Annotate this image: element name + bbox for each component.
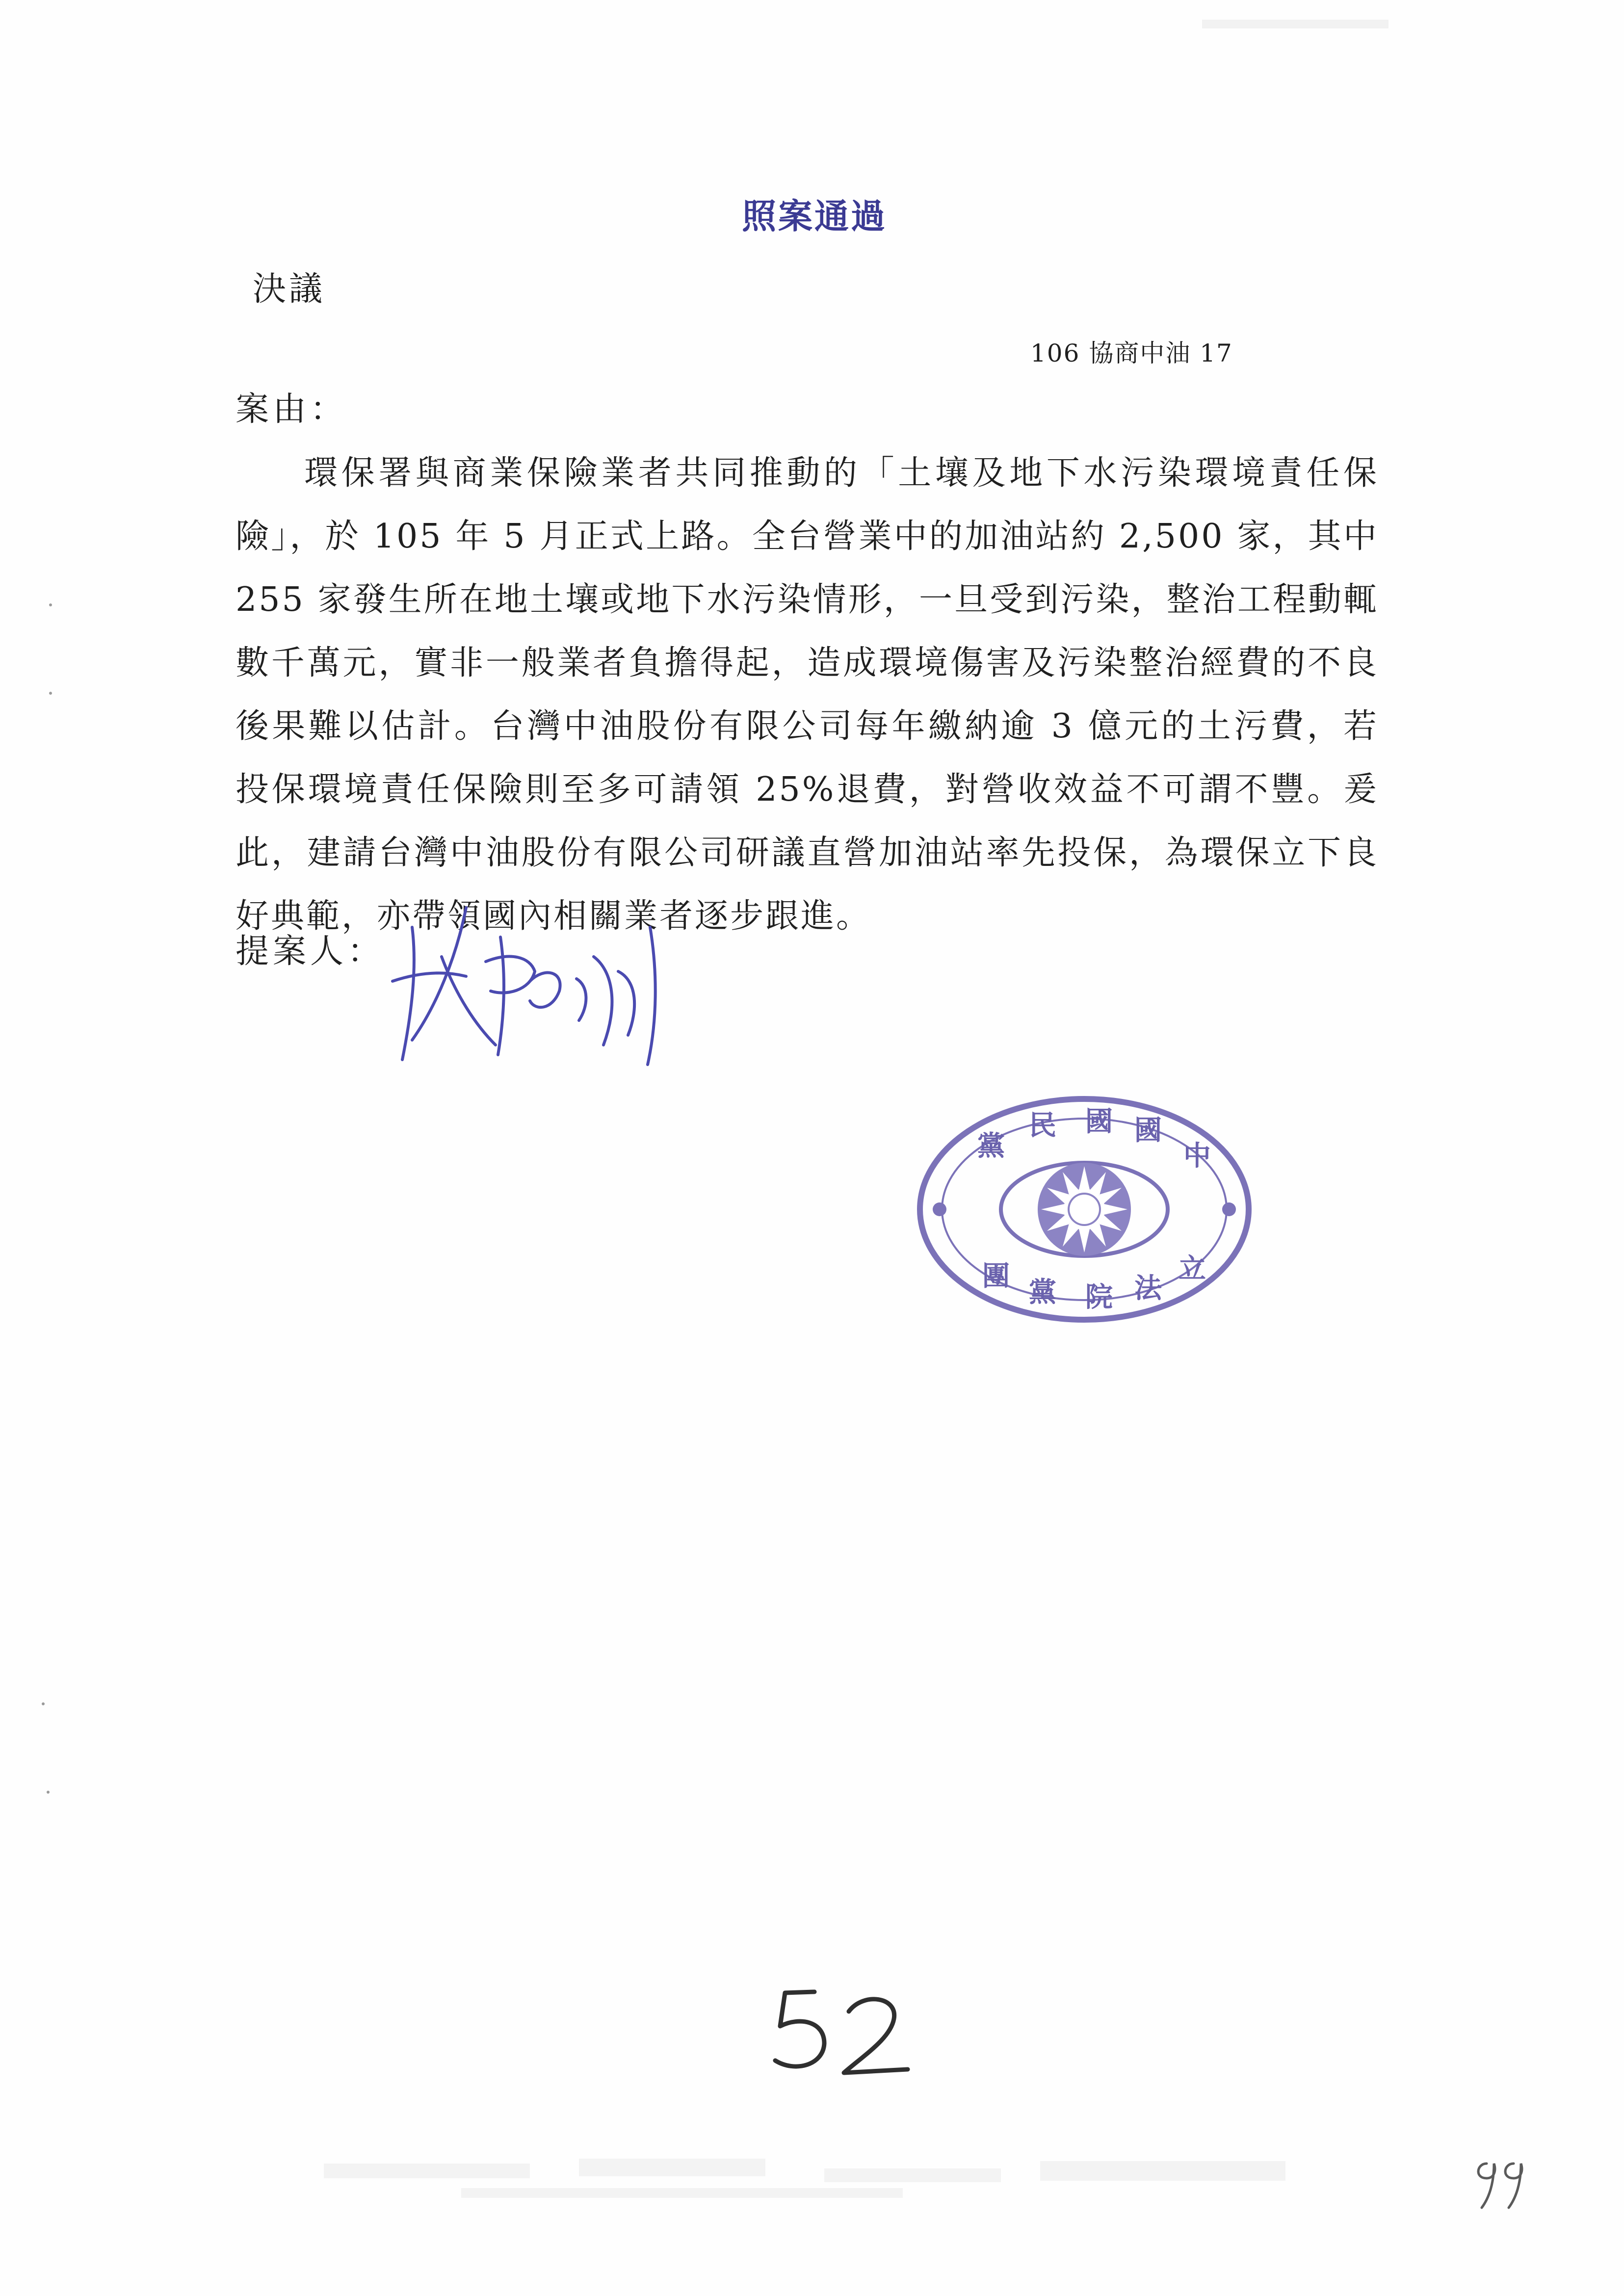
document-number: 106 協商中油 17 (1030, 339, 1233, 367)
handwritten-page-number (765, 1982, 922, 2080)
scan-speck (49, 692, 52, 695)
seal-char-top: 民 (1029, 1109, 1056, 1142)
case-heading: 案由： (236, 390, 348, 429)
proposer-label: 提案人： (236, 932, 385, 971)
seal-char-bottom: 立 (1179, 1252, 1206, 1285)
scan-speck (47, 1791, 50, 1794)
approval-stamp-header: 照案通過 (742, 196, 887, 236)
seal-char-bottom: 團 (982, 1260, 1010, 1292)
scan-artifact (1192, 15, 1398, 34)
seal-char-bottom: 院 (1085, 1281, 1113, 1313)
seal-char-top: 國 (1085, 1105, 1113, 1138)
seal-char-bottom: 法 (1134, 1272, 1162, 1305)
seal-char-top: 國 (1134, 1114, 1162, 1147)
seal-char-top: 黨 (977, 1130, 1005, 1162)
seal-char-top: 中 (1183, 1140, 1211, 1172)
scan-artifact (314, 2144, 1393, 2213)
official-seal (913, 1092, 1256, 1327)
scan-speck (49, 603, 52, 606)
handwritten-corner-mark (1467, 2149, 1531, 2213)
scan-speck (42, 1702, 45, 1705)
handwritten-signature (383, 898, 707, 1074)
case-body-text: 環保署與商業保險業者共同推動的「土壤及地下水污染環境責任保險」，於 105 年 5 月正式上路。全台營業中的加油站約 2,500 家，其中 255 家發生所在地土壤或地下水污染情形，一旦受到污染，整治工程動輒數千萬元，實非一般業者負擔得起，造成環境傷害及污染整治經費的不良後果難以估計。台灣中油股份有限公司每年繳納逾 3 億元的土污費，若投保環境責任保險則至多可請領 25%退費，對營收效益不可謂不豐。爰此，建請台灣中油股份有限公司研議直營加油站率先投保，為環保立下良好典範，亦帶領國內相關業者逐步跟進。 (236, 454, 1379, 936)
seal-char-bottom: 黨 (1029, 1276, 1056, 1308)
resolution-label: 決議 (253, 270, 326, 309)
